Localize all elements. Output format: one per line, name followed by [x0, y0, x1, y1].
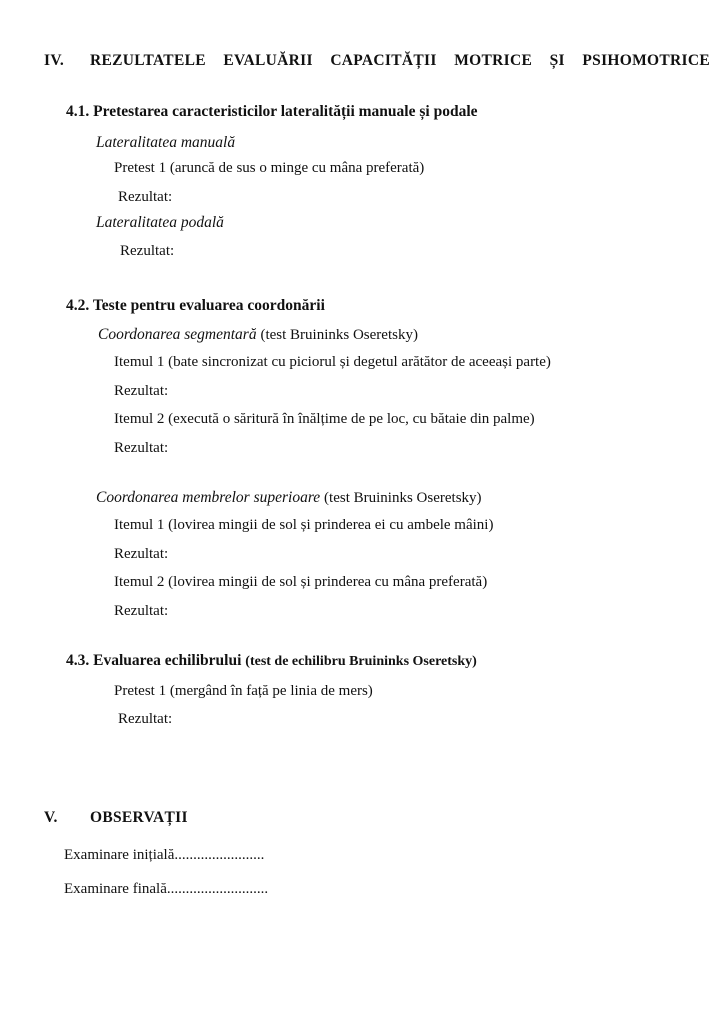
section-v-numeral: V. [44, 809, 58, 826]
section-v-heading [44, 809, 710, 827]
line-itemul-1-segmentara: Itemul 1 (bate sincronizat cu piciorul și degetul arătător de aceeași parte) [114, 354, 551, 370]
line-rezultat-itemul-2-segmentara: Rezultat: [114, 440, 169, 456]
group-label-italic: Coordonarea segmentară [98, 326, 257, 343]
line-rezultat-podala: Rezultat: [120, 243, 175, 259]
subsection-4-2-heading: 4.2. Teste pentru evaluarea coordonării [66, 297, 325, 314]
subsection-4-3-heading-paren: (test de echilibru Bruininks Oseretsky) [245, 654, 477, 669]
group-label-italic: Lateralitatea podală [96, 214, 224, 231]
subsection-4-3-heading [66, 652, 477, 670]
group-label-coordonarea-segmentara [98, 326, 418, 344]
line-pretest-1-manuala: Pretest 1 (aruncă de sus o minge cu mâna preferată) [114, 160, 425, 176]
line-rezultat-itemul-2-membre-superioare: Rezultat: [114, 603, 169, 619]
section-iv-title: REZULTATELE EVALUĂRII CAPACITĂȚII MOTRICE ȘI PSIHOMOTRICE [90, 52, 710, 69]
line-itemul-2-membre-superioare: Itemul 2 (lovirea mingii de sol și prinderea cu mâna preferată) [114, 574, 488, 590]
line-itemul-2-segmentara: Itemul 2 (execută o săritură în înălțime de pe loc, cu bătaie din palme) [114, 411, 535, 427]
section-iv-numeral: IV. [44, 52, 65, 69]
section-v-title: OBSERVAȚII [90, 809, 188, 826]
group-label-italic: Lateralitatea manuală [96, 134, 236, 151]
group-label-italic: Coordonarea membrelor superioare [96, 489, 321, 506]
line-rezultat-echilibru: Rezultat: [118, 711, 173, 727]
line-rezultat-itemul-1-segmentara: Rezultat: [114, 383, 169, 399]
line-rezultat-itemul-1-membre-superioare: Rezultat: [114, 546, 169, 562]
line-itemul-1-membre-superioare: Itemul 1 (lovirea mingii de sol și prinderea ei cu ambele mâini) [114, 517, 494, 533]
group-label-lateralitatea-podala [96, 214, 224, 232]
line-rezultat-manuala: Rezultat: [118, 189, 173, 205]
subsection-4-1-heading: 4.1. Pretestarea caracteristicilor lateralității manuale și podale [66, 103, 478, 120]
section-iv-heading [44, 52, 710, 88]
line-pretest-1-echilibru: Pretest 1 (mergând în față pe linia de mers) [114, 683, 373, 699]
group-label-plain: (test Bruininks Oseretsky) [260, 327, 418, 343]
line-examinare-initiala: Examinare inițială........................ [64, 847, 265, 863]
group-label-plain: (test Bruininks Oseretsky) [324, 490, 482, 506]
subsection-4-3-heading-main: 4.3. Evaluarea echilibrului [66, 652, 242, 669]
group-label-lateralitatea-manuala [96, 134, 235, 152]
line-examinare-finala: Examinare finală........................... [64, 881, 269, 897]
group-label-coordonarea-membrelor-superioare [96, 489, 482, 507]
